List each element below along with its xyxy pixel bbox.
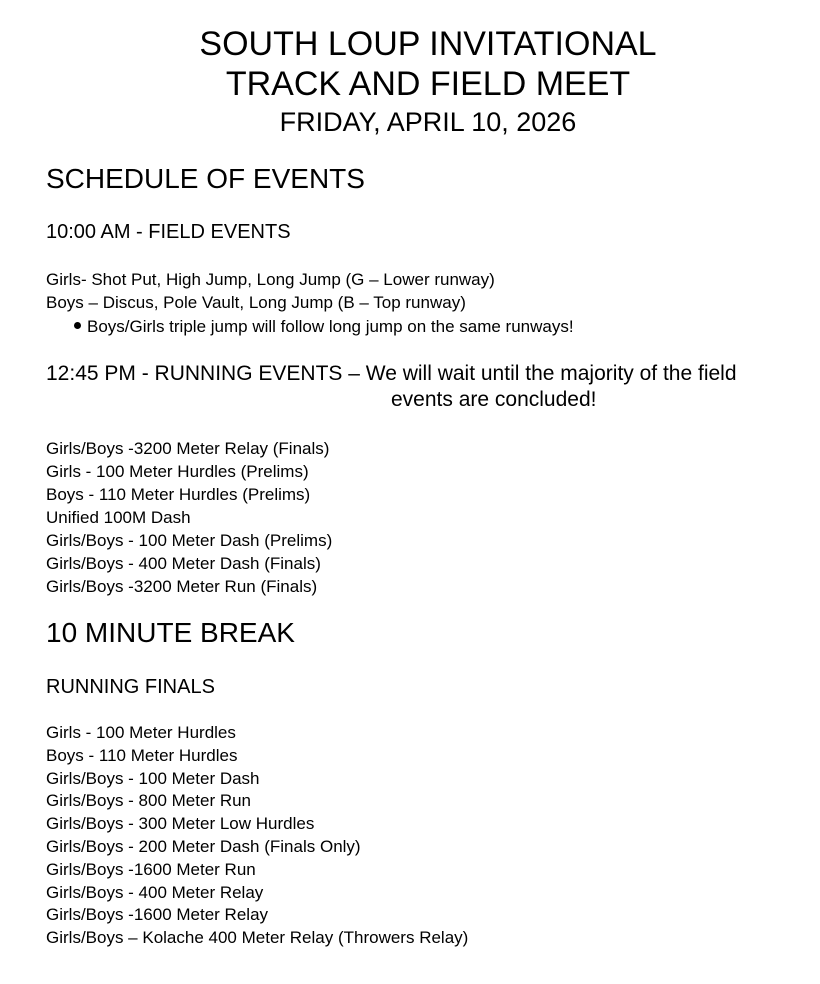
list-item: Boys - 110 Meter Hurdles	[46, 745, 238, 765]
list-item: Girls/Boys - 300 Meter Low Hurdles	[46, 814, 315, 834]
title-line-2: TRACK AND FIELD MEET	[225, 65, 631, 103]
list-item: Girls/Boys -1600 Meter Run	[46, 859, 256, 879]
list-item: Boys - 110 Meter Hurdles (Prelims)	[46, 485, 311, 504]
bullet-icon	[74, 322, 81, 329]
running-events-heading: 12:45 PM - RUNNING EVENTS – We will wait until the majority of the field	[46, 362, 737, 385]
note-text: Boys/Girls triple jump will follow long jump on the same runways!	[87, 317, 574, 336]
list-item: Girls/Boys - 200 Meter Dash (Finals Only)	[46, 836, 361, 856]
list-item: Girls/Boys – Kolache 400 Meter Relay (Throwers Relay)	[46, 928, 469, 948]
list-item: Girls/Boys - 400 Meter Dash (Finals)	[46, 554, 321, 573]
list-item: Girls/Boys - 400 Meter Relay	[46, 882, 264, 902]
list-item: Boys – Discus, Pole Vault, Long Jump (B – Top runway)	[46, 293, 466, 312]
running-events-heading-cont: events are concluded!	[391, 388, 597, 411]
list-item: Girls - 100 Meter Hurdles	[46, 723, 236, 742]
meet-date: FRIDAY, APRIL 10, 2026	[279, 107, 577, 137]
running-events-list	[46, 437, 332, 598]
list-item: Girls - 100 Meter Hurdles (Prelims)	[46, 462, 309, 481]
list-item: Unified 100M Dash	[46, 508, 191, 527]
list-item: Girls/Boys -1600 Meter Relay	[46, 905, 269, 925]
list-item: Girls/Boys -3200 Meter Run (Finals)	[46, 577, 318, 596]
break-heading: 10 MINUTE BREAK	[46, 617, 295, 648]
running-finals-heading: RUNNING FINALS	[46, 676, 215, 698]
running-finals-list	[46, 722, 468, 950]
list-item: Girls/Boys - 100 Meter Dash (Prelims)	[46, 531, 333, 550]
field-events-note	[74, 317, 574, 337]
schedule-heading: SCHEDULE OF EVENTS	[46, 163, 365, 194]
list-item: Girls/Boys -3200 Meter Relay (Finals)	[46, 439, 330, 458]
list-item: Girls/Boys - 100 Meter Dash	[46, 768, 260, 788]
list-item: Girls/Boys - 800 Meter Run	[46, 791, 252, 811]
field-events-list	[46, 268, 495, 314]
field-events-heading: 10:00 AM - FIELD EVENTS	[46, 221, 291, 243]
list-item: Girls- Shot Put, High Jump, Long Jump (G – Lower runway)	[46, 270, 495, 289]
title-line-1: SOUTH LOUP INVITATIONAL	[199, 25, 657, 63]
